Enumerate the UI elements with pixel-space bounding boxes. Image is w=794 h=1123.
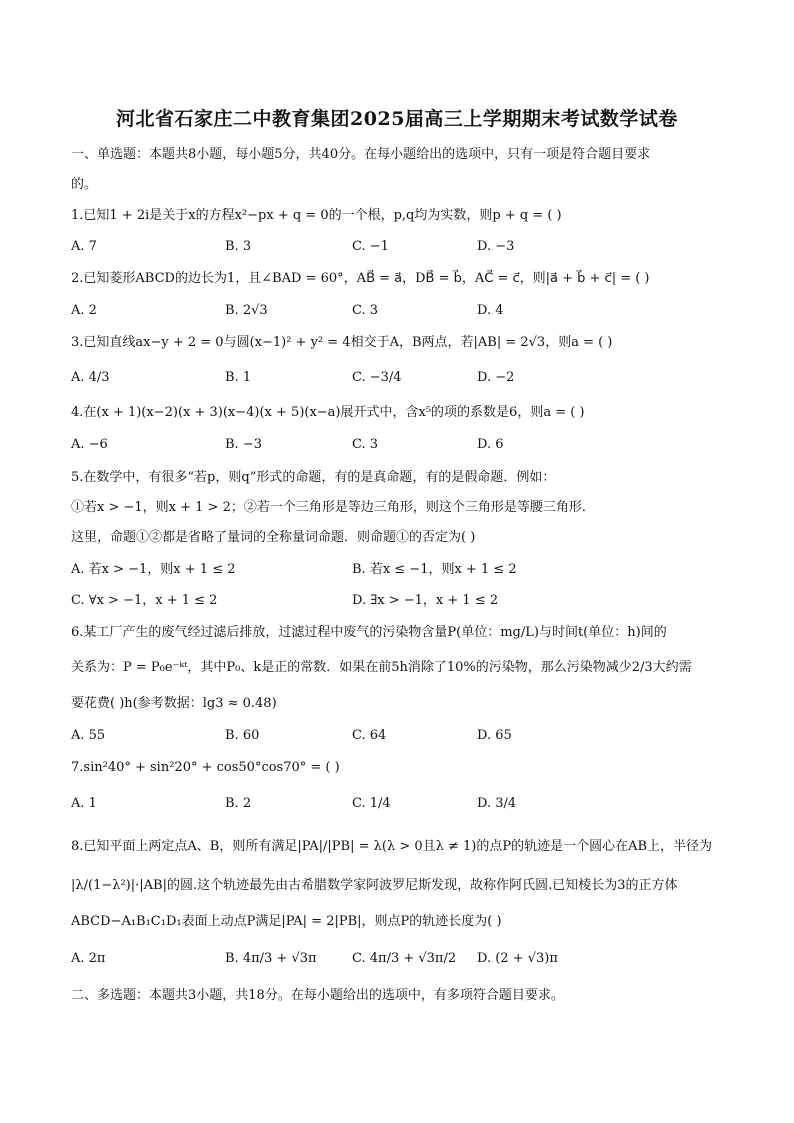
section1-heading-cont: 的。 — [71, 177, 98, 192]
q2-options — [71, 302, 731, 320]
q6-stem-line3: 要花费( )h(参考数据：lg3 ≈ 0.48) — [71, 696, 277, 711]
q6-stem-line2: 关系为：P = P₀e⁻ᵏᵗ，其中P₀、k是正的常数．如果在前5h消除了10%的污染物，那么污染物减少2/3大约需 — [71, 660, 692, 675]
q2-option-d: D. 4 — [477, 303, 504, 318]
q6-option-c: C. 64 — [352, 728, 387, 743]
q5-option-a: A. 若x > −1，则x + 1 ≤ 2 — [71, 562, 236, 577]
q5-option-d: D. ∃x > −1，x + 1 ≤ 2 — [352, 593, 499, 608]
q8-option-a: A. 2π — [71, 951, 106, 966]
q5-stem-line2: ①若x > −1，则x + 1 > 2；②若一个三角形是等边三角形，则这个三角形是等腰三角形． — [71, 500, 595, 515]
q8-options — [71, 950, 731, 968]
q5-options-row1 — [71, 561, 731, 579]
q5-options-row2 — [71, 592, 731, 610]
q2-option-c: C. 3 — [352, 303, 379, 318]
q4-option-a: A. −6 — [71, 437, 108, 452]
q7-stem: 7.sin²40° + sin²20° + cos50°cos70° = ( ) — [71, 760, 340, 775]
q8-option-b: B. 4π/3 + √3π — [225, 951, 317, 966]
q8-option-c: C. 4π/3 + √3π/2 — [352, 951, 457, 966]
q1-option-a: A. 7 — [71, 239, 97, 254]
q7-option-a: A. 1 — [71, 796, 97, 811]
q2-option-a: A. 2 — [71, 303, 97, 318]
q1-options — [71, 238, 731, 256]
q6-options — [71, 727, 731, 745]
q7-option-c: C. 1/4 — [352, 796, 391, 811]
q4-options — [71, 436, 731, 454]
q7-option-d: D. 3/4 — [477, 796, 517, 811]
q2-option-b: B. 2√3 — [225, 303, 268, 318]
q2-stem: 2.已知菱形ABCD的边长为1，且∠BAD = 60°，AB⃗ = a⃗，DB⃗ = b⃗，AC⃗ = c⃗，则|a⃗ + b⃗ + c⃗| = ( ) — [71, 271, 650, 286]
q5-option-b: B. 若x ≤ −1，则x + 1 ≤ 2 — [352, 562, 517, 577]
q8-stem-line3: ABCD−A₁B₁C₁D₁表面上动点P满足|PA| = 2|PB|，则点P的轨迹长度为( ) — [71, 914, 502, 929]
q5-option-c: C. ∀x > −1，x + 1 ≤ 2 — [71, 593, 218, 608]
q3-option-d: D. −2 — [477, 370, 515, 385]
q4-option-d: D. 6 — [477, 437, 504, 452]
q5-stem-line3: 这里，命题①②都是省略了量词的全称量词命题．则命题①的否定为( ) — [71, 530, 476, 545]
q3-options — [71, 369, 731, 387]
q6-option-b: B. 60 — [225, 728, 260, 743]
q1-option-c: C. −1 — [352, 239, 389, 254]
q3-stem: 3.已知直线ax−y + 2 = 0与圆(x−1)² + y² = 4相交于A，B两点，若|AB| = 2√3，则a = ( ) — [71, 335, 613, 350]
page-title: 河北省石家庄二中教育集团2025届高三上学期期末考试数学试卷 — [116, 108, 678, 130]
q8-option-d: D. (2 + √3)π — [477, 951, 558, 966]
q1-stem: 1.已知1 + 2i是关于x的方程x²−px + q = 0的一个根，p,q均为实数，则p + q = ( ) — [71, 208, 562, 223]
q6-stem-line1: 6.某工厂产生的废气经过滤后排放，过滤过程中废气的污染物含量P(单位：mg/L)与时间t(单位：h)间的 — [71, 625, 667, 640]
q8-stem-line2: |λ/(1−λ²)|·|AB|的圆.这个轨迹最先由古希腊数学家阿波罗尼斯发现，故称作阿氏圆.已知棱长为3的正方体 — [71, 878, 678, 893]
q7-options — [71, 795, 731, 813]
q7-option-b: B. 2 — [225, 796, 252, 811]
q3-option-c: C. −3/4 — [352, 370, 402, 385]
q6-option-a: A. 55 — [71, 728, 106, 743]
q8-stem-line1: 8.已知平面上两定点A、B，则所有满足|PA|/|PB| = λ(λ > 0且λ ≠ 1)的点P的轨迹是一个圆心在AB上，半径为 — [71, 839, 713, 854]
q1-option-b: B. 3 — [225, 239, 252, 254]
section1-heading: 一、单选题：本题共8小题，每小题5分，共40分。在每小题给出的选项中，只有一项是符合题目要求 — [71, 147, 651, 162]
q3-option-a: A. 4/3 — [71, 370, 110, 385]
q5-stem-line1: 5.在数学中，有很多“若p，则q”形式的命题，有的是真命题，有的是假命题．例如： — [71, 470, 556, 485]
q4-option-c: C. 3 — [352, 437, 379, 452]
q4-option-b: B. −3 — [225, 437, 262, 452]
q6-option-d: D. 65 — [477, 728, 512, 743]
section2-heading: 二、多选题：本题共3小题，共18分。在每小题给出的选项中，有多项符合题目要求。 — [71, 988, 564, 1003]
q3-option-b: B. 1 — [225, 370, 252, 385]
q4-stem: 4.在(x + 1)(x−2)(x + 3)(x−4)(x + 5)(x−a)展开式中，含x⁵的项的系数是6，则a = ( ) — [71, 405, 585, 420]
q1-option-d: D. −3 — [477, 239, 515, 254]
